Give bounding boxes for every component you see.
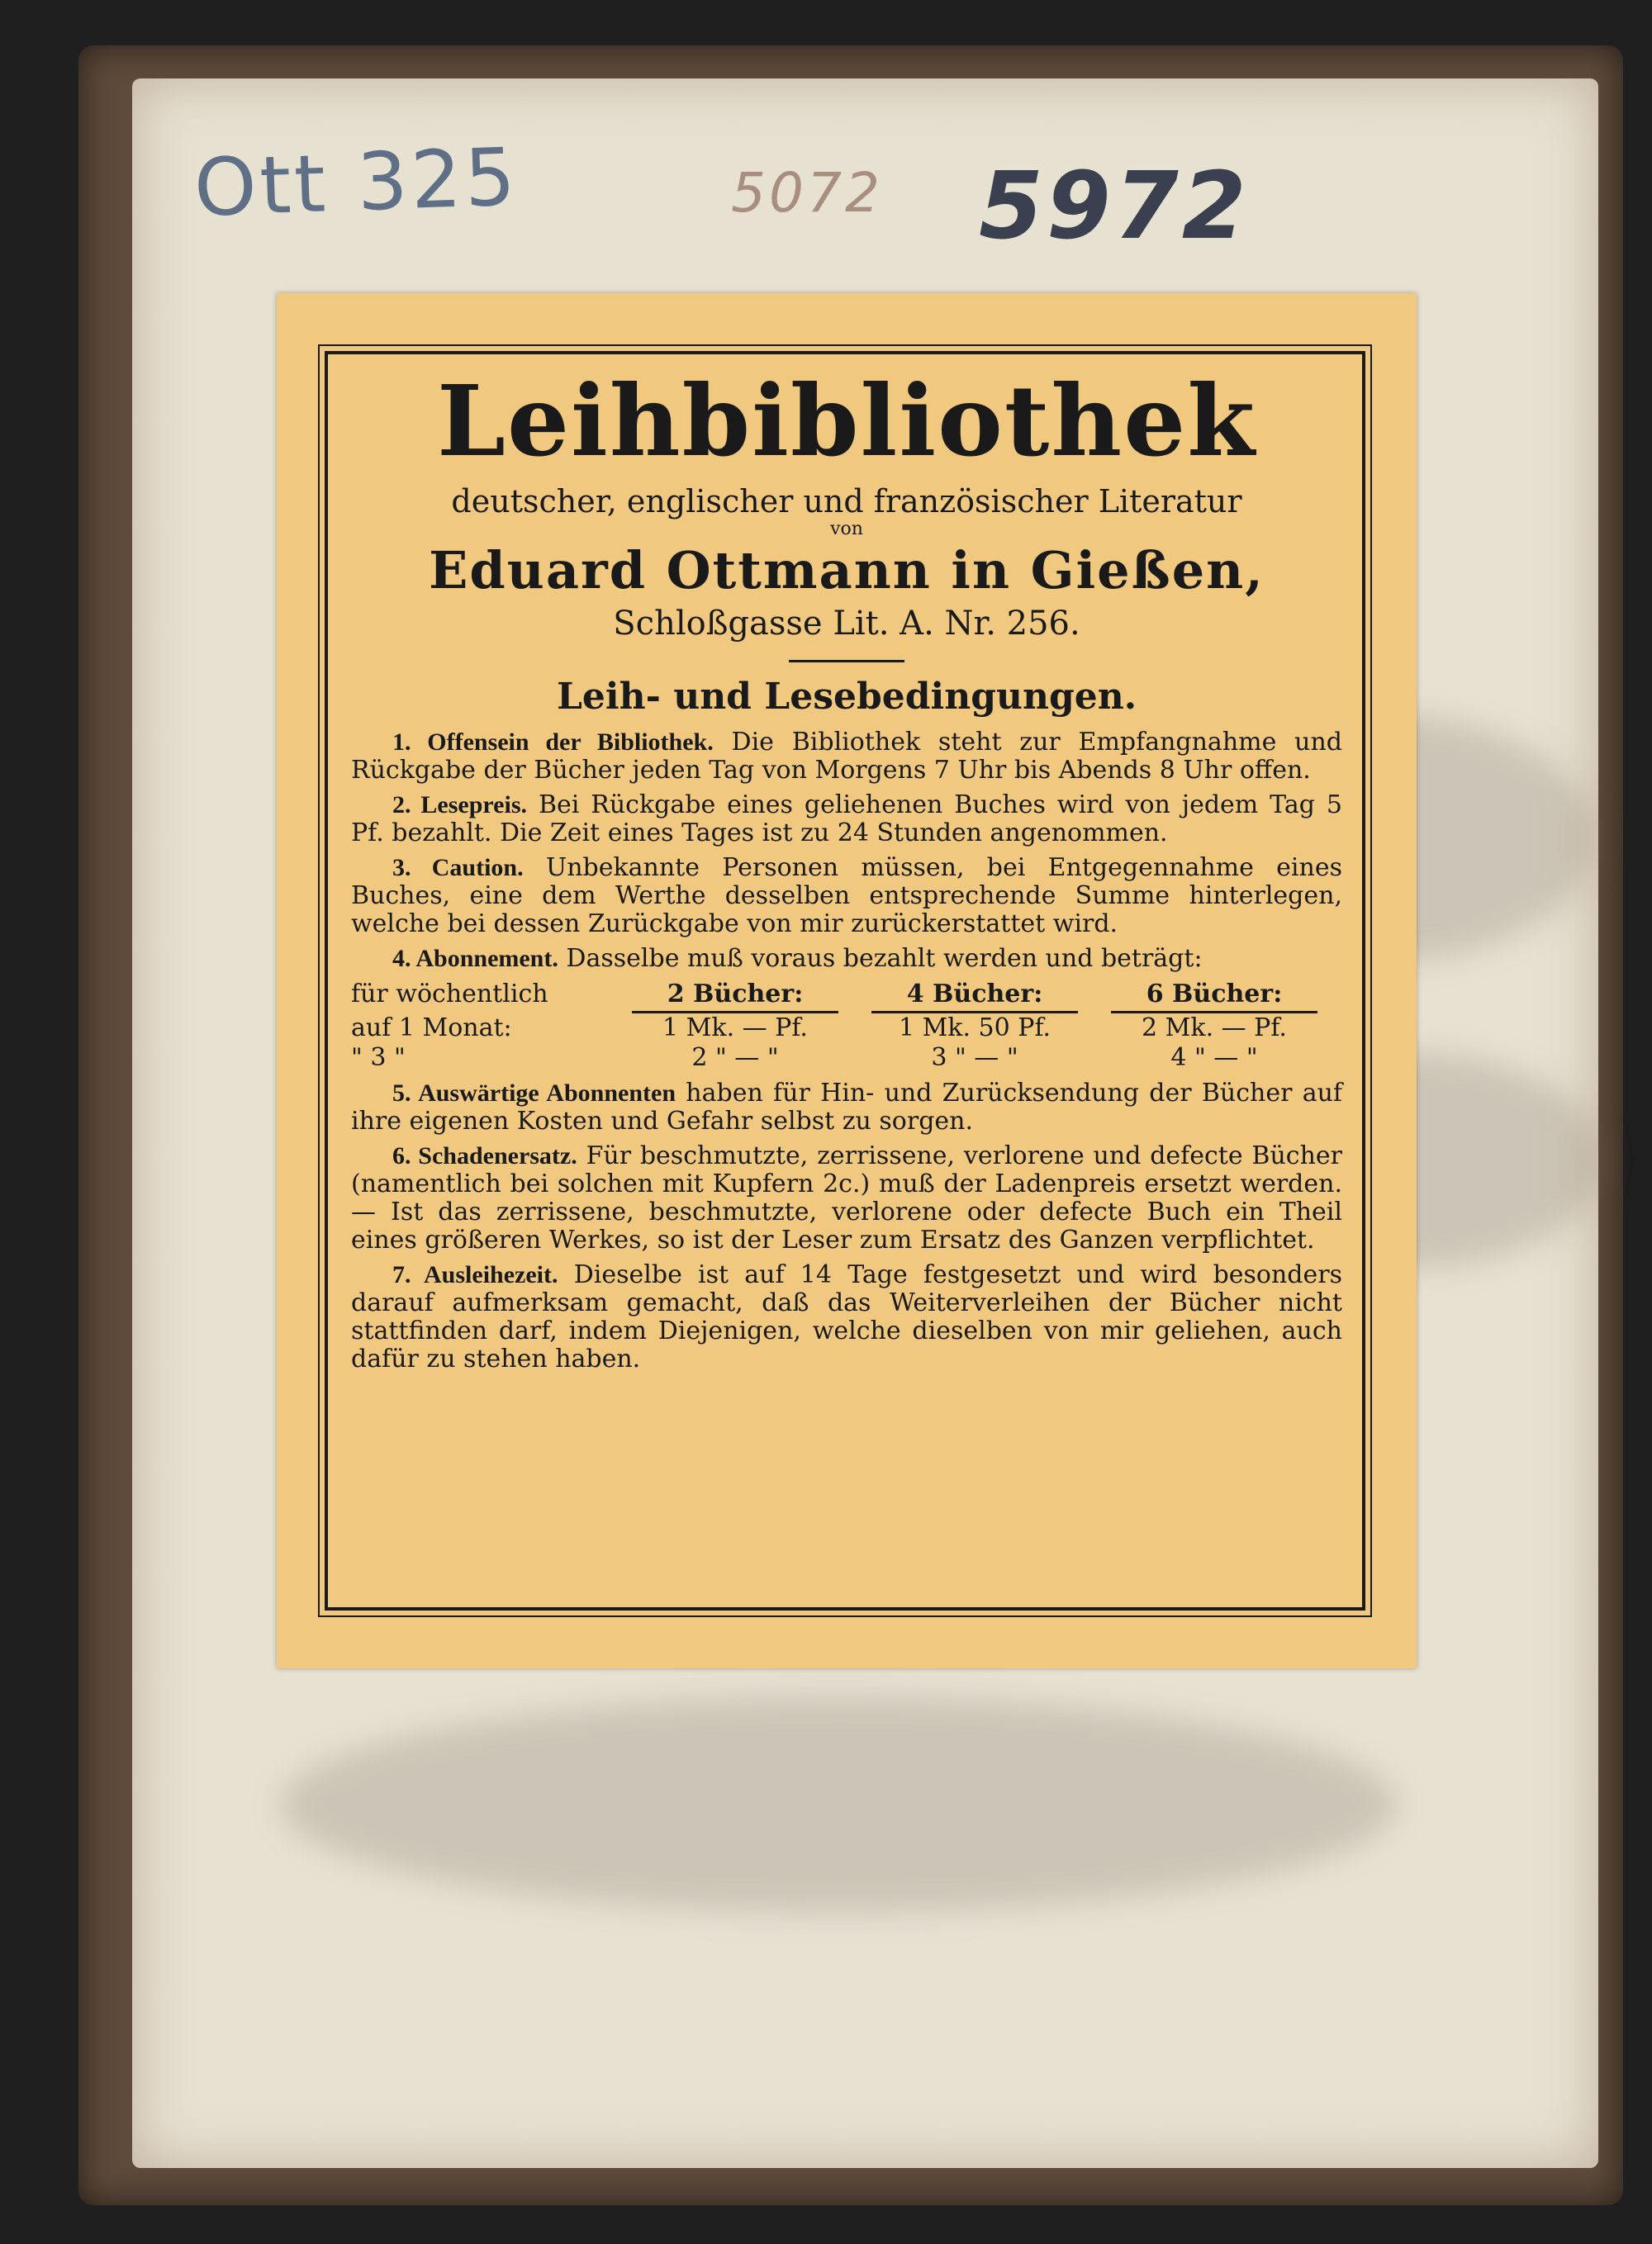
offset-stain	[281, 1697, 1396, 1912]
rates-header: 2 Bücher:	[632, 980, 838, 1013]
shelf-mark: Ott 325	[192, 130, 520, 235]
library-label	[277, 293, 1417, 1668]
clause-1: 1. Offensein der Bibliothek. Die Bibliothek steht zur Empfangnahme und Rückgabe der Bücher jeden Tag von Morgens 7 Uhr bis Abends 8 Uhr offen.	[351, 728, 1342, 785]
label-address: Schloßgasse Lit. A. Nr. 256.	[613, 605, 1080, 643]
clause-5: 5. Auswärtige Abonnenten haben für Hin- und Zurücksendung der Bücher auf ihre eigenen Kosten und Gefahr selbst zu sorgen.	[351, 1079, 1343, 1136]
label-von: von	[830, 519, 863, 539]
label-owner: Eduard Ottmann in Gießen,	[429, 540, 1265, 600]
rates-cell: 2 Mk. — Pf.	[1142, 1013, 1287, 1042]
rates-header: 4 Bücher:	[871, 980, 1078, 1013]
rates-cell: 4 " — "	[1170, 1043, 1258, 1072]
divider	[789, 660, 904, 662]
accession-number: 5972	[979, 153, 1250, 260]
clause-7: 7. Ausleihezeit. Dieselbe ist auf 14 Tage festgesetzt und wird besonders darauf aufmerksam gemacht, daß das Weiterverleihen der Bücher nicht stattfinden darf, indem Diejenigen, welche dieselben von mir geliehen, auch dafür zu stehen haben.	[351, 1260, 1342, 1373]
rates-cell: 1 Mk. — Pf.	[662, 1013, 808, 1042]
rates-cell: 2 " — "	[691, 1043, 779, 1072]
conditions-heading: Leih- und Lesebedingungen.	[556, 676, 1137, 718]
clause-2: 2. Lesepreis. Bei Rückgabe eines geliehenen Buches wird von jedem Tag 5 Pf. bezahlt. Die Zeit eines Tages ist zu 24 Stunden angenommen.	[351, 790, 1342, 847]
rates-period: auf 1 Monat:	[351, 1013, 512, 1042]
label-title: Leihbibliothek	[437, 363, 1256, 478]
rates-period: " 3 "	[351, 1043, 406, 1072]
rates-lead: für wöchentlich	[351, 980, 548, 1008]
old-number: 5072	[731, 161, 883, 225]
clause-6: 6. Schadenersatz. Für beschmutzte, zerrissene, verlorene und defecte Bücher (namentlich bei solchen mit Kupfern 2c.) muß der Ladenpreis ersetzt werden. — Ist das zerrissene, beschmutzte, verlorene oder defecte Buch ein Theil eines größeren Werkes, so ist der Leser zum Ersatz des Ganzen verpflichtet.	[351, 1141, 1342, 1255]
clause-3: 3. Caution. Unbekannte Personen müssen, bei Entgegennahme eines Buches, eine dem Werthe desselben entsprechende Summe hinterlegen, welche bei dessen Zurückgabe von mir zurückerstattet wird.	[351, 853, 1342, 938]
clause-4: 4. Abonnement. Dasselbe muß voraus bezahlt werden und beträgt:	[392, 944, 1203, 973]
rates-header: 6 Bücher:	[1111, 980, 1317, 1013]
rates-cell: 1 Mk. 50 Pf.	[898, 1013, 1051, 1042]
rates-table	[351, 980, 1342, 1073]
label-content	[351, 363, 1343, 1598]
label-subtitle: deutscher, englischer und französischer Literatur	[451, 483, 1242, 519]
rates-cell: 3 " — "	[931, 1043, 1018, 1072]
